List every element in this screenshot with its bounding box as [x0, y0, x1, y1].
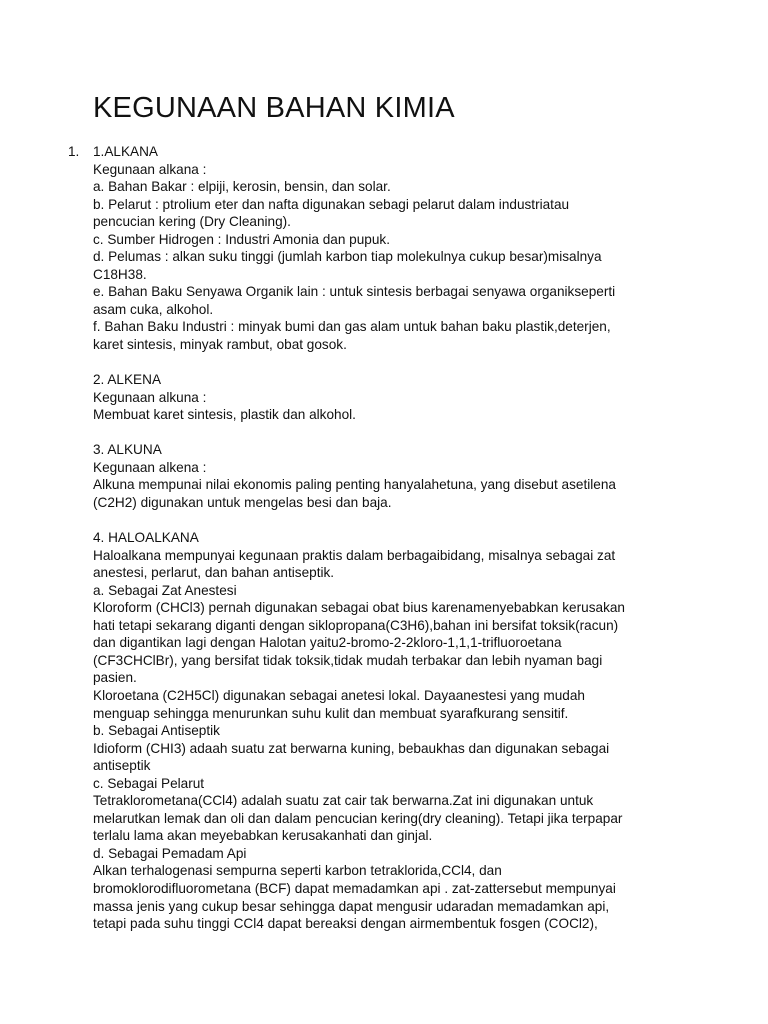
text-line: bromoklorodifluorometana (BCF) dapat memadamkan api . zat-zattersebut mempunyai — [93, 880, 616, 896]
text-line: c. Sumber Hidrogen : Industri Amonia dan pupuk. — [93, 231, 390, 247]
text-line: Kloroform (CHCl3) pernah digunakan sebagai obat bius karenamenyebabkan kerusakan — [93, 600, 625, 616]
text-line: terlalu lama akan meyebabkan kerusakanhati dan ginjal. — [93, 828, 433, 844]
text-line: Membuat karet sintesis, plastik dan alkohol. — [93, 407, 356, 423]
text-line: e. Bahan Baku Senyawa Organik lain : untuk sintesis berbagai senyawa organikseperti — [93, 284, 616, 300]
text-line: b. Sebagai Antiseptik — [93, 723, 220, 739]
text-line: dan digantikan lagi dengan Halotan yaitu2-bromo-2-2kloro-1,1,1-trifluoroetana — [93, 635, 562, 651]
text-line: asam cuka, alkohol. — [93, 301, 214, 317]
text-line: pasien. — [93, 670, 137, 686]
text-line: f. Bahan Baku Industri : minyak bumi dan gas alam untuk bahan baku plastik,deterjen, — [93, 319, 611, 335]
text-line: Kegunaan alkena : — [93, 459, 207, 475]
section-heading: 1.ALKANA — [93, 144, 158, 159]
text-line: anestesi, perlarut, dan bahan antiseptik. — [93, 565, 335, 581]
paragraph-gap — [93, 511, 733, 529]
text-line: Alkuna mempunai nilai ekonomis paling penting hanyalahetuna, yang disebut asetilena — [93, 477, 616, 493]
text-line: hati tetapi sekarang diganti dengan siklopropana(C3H6),bahan ini bersifat toksik(racun) — [93, 617, 619, 633]
list-number: 1. — [68, 144, 80, 159]
text-line: tetapi pada suhu tinggi CCl4 dapat bereaksi dengan airmembentuk fosgen (COCl2), — [93, 916, 598, 932]
section-2 — [93, 371, 733, 424]
text-line: Idioform (CHI3) adaah suatu zat berwarna kuning, bebaukhas dan digunakan sebagai — [93, 740, 610, 756]
text-line: d. Pelumas : alkan suku tinggi (jumlah karbon tiap molekulnya cukup besar)misalnya — [93, 249, 602, 265]
section-3 — [93, 441, 733, 511]
text-line: Haloalkana mempunyai kegunaan praktis dalam berbagaibidang, misalnya sebagai zat — [93, 547, 616, 563]
document-body — [93, 143, 733, 933]
section-1 — [93, 143, 733, 354]
text-line: antiseptik — [93, 758, 151, 774]
paragraph-gap — [93, 424, 733, 442]
text-line: Alkan terhalogenasi sempurna seperti karbon tetraklorida,CCl4, dan — [93, 863, 502, 879]
page-title: KEGUNAAN BAHAN KIMIA — [93, 92, 455, 124]
section-heading: 4. HALOALKANA — [93, 530, 199, 546]
text-line: (CF3CHClBr), yang bersifat tidak toksik,tidak mudah terbakar dan lebih nyaman bagi — [93, 652, 603, 668]
text-line: a. Sebagai Zat Anestesi — [93, 582, 237, 598]
text-line: a. Bahan Bakar : elpiji, kerosin, bensin, dan solar. — [93, 179, 391, 195]
text-line: pencucian kering (Dry Cleaning). — [93, 214, 291, 230]
text-line: massa jenis yang cukup besar sehingga dapat mengusir udaradan memadamkan api, — [93, 898, 610, 914]
section-heading: 2. ALKENA — [93, 372, 162, 388]
text-line: menguap sehingga menurunkan suhu kulit dan membuat syarafkurang sensitif. — [93, 705, 569, 721]
text-line: Kloroetana (C2H5Cl) digunakan sebagai anetesi lokal. Dayaanestesi yang mudah — [93, 687, 585, 703]
text-line: d. Sebagai Pemadam Api — [93, 845, 247, 861]
section-4 — [93, 529, 733, 933]
text-line: c. Sebagai Pelarut — [93, 775, 205, 791]
text-line: melarutkan lemak dan oli dan dalam pencucian kering(dry cleaning). Tetapi jika terpapar — [93, 810, 623, 826]
text-line: Kegunaan alkana : — [93, 161, 207, 177]
paragraph-gap — [93, 354, 733, 372]
text-line: C18H38. — [93, 266, 147, 282]
section-heading: 3. ALKUNA — [93, 442, 162, 458]
text-line: Tetraklorometana(CCl4) adalah suatu zat cair tak berwarna.Zat ini digunakan untuk — [93, 793, 594, 809]
text-line: karet sintesis, minyak rambut, obat gosok. — [93, 337, 347, 353]
text-line: Kegunaan alkuna : — [93, 389, 207, 405]
text-line: (C2H2) digunakan untuk mengelas besi dan baja. — [93, 494, 392, 510]
text-line: b. Pelarut : ptrolium eter dan nafta digunakan sebagi pelarut dalam industriatau — [93, 196, 570, 212]
